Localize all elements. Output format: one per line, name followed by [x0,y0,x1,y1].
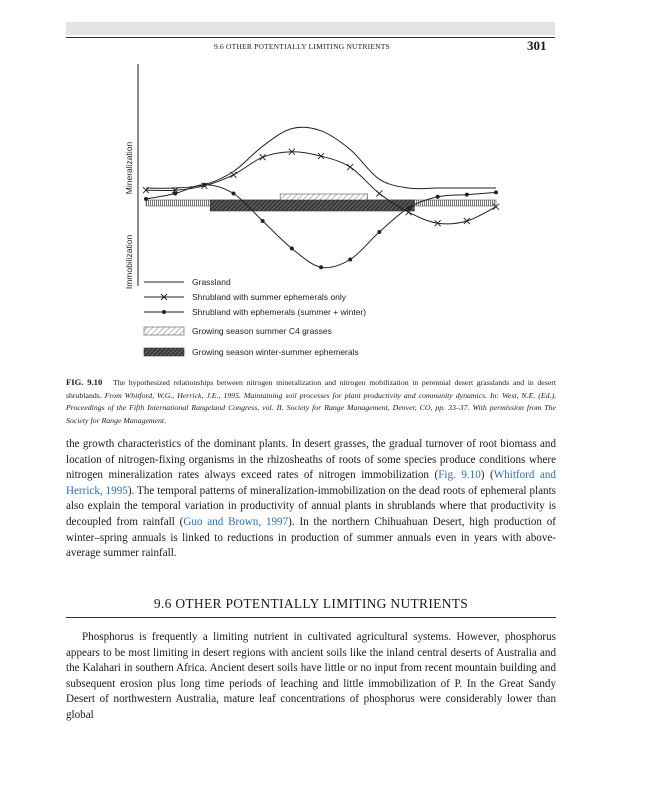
ref-guo-brown[interactable]: Guo and Brown, 1997 [183,515,289,528]
running-head: 9.6 OTHER POTENTIALLY LIMITING NUTRIENTS [214,42,390,51]
season-bar-ephemerals [210,200,414,211]
point-dot-6 [319,265,323,269]
legend-label-grassland: Grassland [192,277,231,287]
ref-fig-9-10[interactable]: Fig. 9.10 [438,469,481,482]
legend-label-ephemerals: Growing season winter-summer ephemerals [192,347,359,357]
point-dot-9 [407,206,411,210]
point-dot-8 [377,230,381,234]
point-x-6 [318,153,324,159]
body-paragraph-2: Phosphorus is frequently a limiting nutrient in cultivated agricultural systems. However, phosphorus appears to be most limiting in desert regions with ancient soils like the inland central deserts of Australia and the Kalahari in southern Africa. Ancient desert soils have little or no input from recent mountain building and subsequent erosion plus long time periods of leaching and little immobilization of P. In the Great Sandy Desert of northwestern Australia, mature leaf concentrations of phosphorus were considerably lower than global [66,631,556,721]
caption-label: FIG. 9.10 [66,377,103,387]
p1-text-2: ) ( [480,469,494,482]
chart-layer [143,127,499,269]
ref-whitford-herrick[interactable]: Whitford and Herrick, 1995 [66,469,556,497]
legend-label-shrub-summer: Shrubland with summer ephemerals only [192,292,347,302]
body-paragraph-1 [66,437,556,562]
figure-caption [66,376,556,427]
point-dot-7 [348,258,352,262]
point-dot-2 [202,183,206,187]
point-dot-0 [144,197,148,201]
point-x-4 [260,154,266,160]
point-dot-1 [173,192,177,196]
point-dot-11 [465,193,469,197]
legend-label-shrub-both: Shrubland with ephemerals (summer + winter) [192,307,367,317]
legend [144,277,366,357]
legend-marker-dot [162,310,166,314]
point-x-7 [347,164,353,170]
caption-text: The hypothesized relationships between nitrogen mineralization and nitrogen mobilization in perennial desert grasslands and in desert shrublands. [66,378,556,400]
series-line-grassland [146,127,496,188]
p1-text-3: ). The temporal patterns of mineralization-immobilization on the dead roots of ephemeral plants also explain the temporal variation in productivity of annual plants in shrublands where that productivity is decoupled from rainfall ( [66,484,556,528]
caption-credit: From Whitford, W.G., Herrick, J.E., 1995. Maintaining soil processes for plant productivity and community dynamics. In: West, N.E. (Ed.), Proceedings of the Fifth International Rangeland Congress, vol. II. Society for Range Management, Denver, CO, pp. 33–37. With permission from The Society for Range Management. [66,390,556,425]
point-x-11 [464,218,470,224]
point-dot-12 [494,190,498,194]
y-label-mineralization: Mineralization [124,141,134,195]
legend-swatch-ephemerals [144,348,184,356]
point-x-8 [376,191,382,197]
p1-text-4: ). In the northern Chihuahuan Desert, high production of winter–spring annuals is linked to reductions in production of summer annuals even in years with above-average summer rainfall. [66,515,556,560]
point-dot-5 [290,247,294,251]
legend-label-c4: Growing season summer C4 grasses [192,326,332,336]
point-dot-10 [436,195,440,199]
section-title: 9.6 OTHER POTENTIALLY LIMITING NUTRIENTS [153,596,469,611]
point-dot-3 [232,192,236,196]
figure-9-10 [118,62,518,362]
y-label-immobilization: Immobilization [124,234,134,290]
header-rule [66,37,555,38]
p1-text-1: the growth characteristics of the dominant plants. In desert grasses, the gradual turnover of root biomass and location of nitrogen-fixing organisms in the rhizosheaths of roots of some species produce conditions where nitrogen mineralization rates always exceed rates of nitrogen immobilization ( [66,438,556,482]
section-rule [66,617,556,618]
page-top-bar [66,22,555,35]
legend-swatch-c4 [144,327,184,335]
point-dot-4 [261,219,265,223]
page-number: 301 [527,38,547,53]
point-x-3 [231,172,237,178]
